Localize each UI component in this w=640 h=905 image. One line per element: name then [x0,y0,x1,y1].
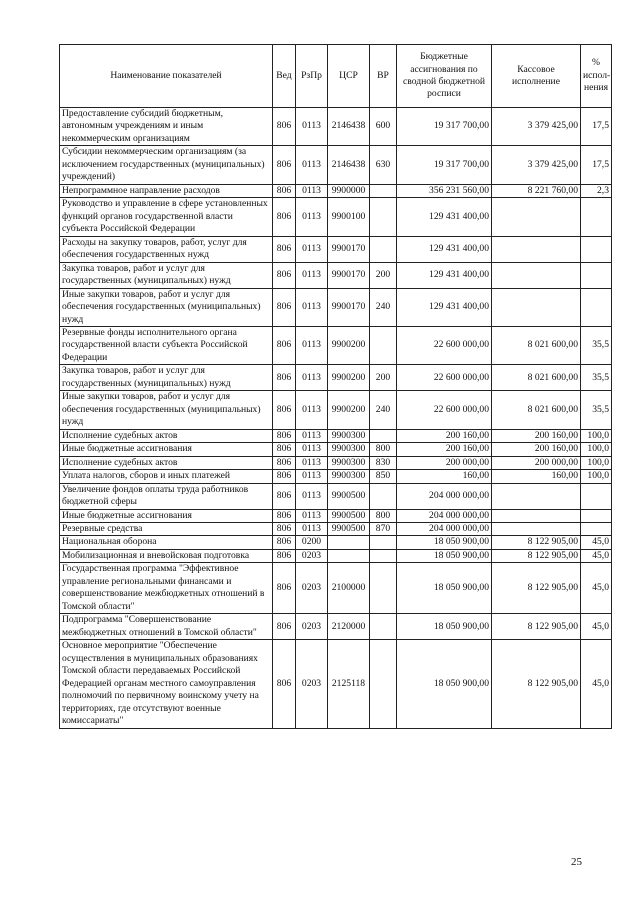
cell-rzpr: 0113 [296,470,328,483]
cell-cash: 200 160,00 [492,443,581,456]
cell-csr: 2146438 [328,146,370,184]
cell-name: Уплата налогов, сборов и иных платежей [60,470,273,483]
cell-name: Резервные средства [60,523,273,536]
cell-ved: 806 [273,563,296,614]
cell-cash: 200 000,00 [492,456,581,469]
cell-ved: 806 [273,429,296,442]
cell-rzpr: 0113 [296,483,328,509]
cell-budget: 204 000 000,00 [397,523,492,536]
cell-pct [581,483,612,509]
cell-vr: 600 [370,108,397,146]
cell-csr: 2146438 [328,108,370,146]
cell-cash [492,509,581,522]
cell-vr: 800 [370,443,397,456]
cell-budget: 129 431 400,00 [397,198,492,236]
cell-ved: 806 [273,108,296,146]
cell-rzpr: 0113 [296,288,328,326]
cell-rzpr: 0113 [296,326,328,364]
cell-name: Увеличение фондов оплаты труда работников бюджетной сферы [60,483,273,509]
header-ved: Вед [273,45,296,108]
cell-cash: 160,00 [492,470,581,483]
cell-vr: 830 [370,456,397,469]
cell-vr [370,198,397,236]
header-budget: Бюджетные ассигнования по сводной бюджетной росписи [397,45,492,108]
cell-name: Резервные фонды исполнительного органа государственной власти субъекта Российской Федерации [60,326,273,364]
cell-csr: 9900200 [328,391,370,429]
cell-ved: 806 [273,523,296,536]
cell-vr [370,549,397,562]
cell-csr: 9900170 [328,236,370,262]
cell-rzpr: 0113 [296,391,328,429]
cell-name: Руководство и управление в сфере установленных функций органов государственной власти субъекта Российской Федерации [60,198,273,236]
cell-pct [581,509,612,522]
cell-budget: 204 000 000,00 [397,483,492,509]
cell-ved: 806 [273,536,296,549]
header-rzpr: РзПр [296,45,328,108]
cell-ved: 806 [273,443,296,456]
cell-vr: 240 [370,391,397,429]
table-row [60,198,612,236]
cell-csr: 9900500 [328,483,370,509]
cell-vr: 240 [370,288,397,326]
cell-name: Предоставление субсидий бюджетным, автономным учреждениям и иным некоммерческим организациям [60,108,273,146]
table-row [60,262,612,288]
cell-pct: 35,5 [581,326,612,364]
cell-cash: 8 122 905,00 [492,536,581,549]
table-row [60,429,612,442]
cell-budget: 204 000 000,00 [397,509,492,522]
cell-csr: 9900000 [328,184,370,197]
cell-pct: 35,5 [581,365,612,391]
cell-name: Субсидии некоммерческим организациям (за исключением государственных (муниципальных) учреждений) [60,146,273,184]
header-pct: % испол-нения [581,45,612,108]
cell-pct: 100,0 [581,429,612,442]
table-row [60,549,612,562]
cell-vr: 870 [370,523,397,536]
table-row [60,443,612,456]
cell-vr: 200 [370,262,397,288]
cell-budget: 18 050 900,00 [397,640,492,728]
cell-ved: 806 [273,640,296,728]
cell-cash [492,483,581,509]
cell-vr [370,236,397,262]
cell-rzpr: 0113 [296,456,328,469]
cell-csr: 9900200 [328,326,370,364]
cell-pct [581,523,612,536]
cell-rzpr: 0113 [296,523,328,536]
cell-name: Мобилизационная и вневойсковая подготовка [60,549,273,562]
cell-name: Иные закупки товаров, работ и услуг для обеспечения государственных (муниципальных) нужд [60,391,273,429]
cell-ved: 806 [273,236,296,262]
cell-csr: 9900300 [328,456,370,469]
cell-cash: 3 379 425,00 [492,108,581,146]
cell-csr: 9900200 [328,365,370,391]
cell-ved: 806 [273,198,296,236]
cell-name: Непрограммное направление расходов [60,184,273,197]
cell-vr [370,326,397,364]
cell-budget: 129 431 400,00 [397,236,492,262]
cell-rzpr: 0203 [296,640,328,728]
header-cash: Кассовое исполнение [492,45,581,108]
table-row [60,563,612,614]
cell-name: Основное мероприятие "Обеспечение осуществления в муниципальных образованиях Томской области передаваемых Российской Федерацией органам местного самоуправления полномочий по первичному воинскому учету на территориях, где отсутствуют военные комиссариаты" [60,640,273,728]
cell-vr [370,640,397,728]
cell-cash: 8 221 760,00 [492,184,581,197]
cell-rzpr: 0113 [296,146,328,184]
cell-budget: 200 000,00 [397,456,492,469]
cell-budget: 356 231 560,00 [397,184,492,197]
cell-vr: 850 [370,470,397,483]
cell-cash: 8 122 905,00 [492,640,581,728]
cell-cash: 8 021 600,00 [492,326,581,364]
table-row [60,326,612,364]
cell-cash [492,198,581,236]
cell-cash [492,262,581,288]
cell-vr [370,563,397,614]
cell-budget: 22 600 000,00 [397,326,492,364]
header-vr: ВР [370,45,397,108]
table-row [60,108,612,146]
cell-rzpr: 0203 [296,614,328,640]
cell-vr [370,536,397,549]
table-row [60,236,612,262]
cell-csr [328,536,370,549]
cell-budget: 160,00 [397,470,492,483]
cell-ved: 806 [273,365,296,391]
cell-csr: 9900300 [328,429,370,442]
cell-name: Иные закупки товаров, работ и услуг для обеспечения государственных (муниципальных) нужд [60,288,273,326]
page-number: 25 [571,856,582,868]
cell-name: Расходы на закупку товаров, работ, услуг для обеспечения государственных нужд [60,236,273,262]
cell-budget: 18 050 900,00 [397,563,492,614]
cell-cash [492,523,581,536]
cell-ved: 806 [273,470,296,483]
cell-pct: 45,0 [581,614,612,640]
header-name: Наименование показателей [60,45,273,108]
cell-pct: 35,5 [581,391,612,429]
cell-rzpr: 0113 [296,365,328,391]
cell-cash: 8 122 905,00 [492,563,581,614]
cell-cash: 8 021 600,00 [492,365,581,391]
cell-pct: 45,0 [581,549,612,562]
table-row [60,509,612,522]
cell-vr [370,614,397,640]
cell-csr: 9900500 [328,509,370,522]
cell-rzpr: 0200 [296,536,328,549]
cell-name: Закупка товаров, работ и услуг для государственных (муниципальных) нужд [60,262,273,288]
cell-rzpr: 0113 [296,443,328,456]
table-row [60,365,612,391]
cell-csr: 2120000 [328,614,370,640]
cell-cash: 8 122 905,00 [492,549,581,562]
cell-pct: 100,0 [581,456,612,469]
table-row [60,536,612,549]
cell-pct: 100,0 [581,443,612,456]
cell-pct [581,288,612,326]
table-row [60,391,612,429]
table-row [60,184,612,197]
cell-budget: 18 050 900,00 [397,549,492,562]
budget-table [59,44,612,729]
cell-pct: 45,0 [581,536,612,549]
cell-budget: 19 317 700,00 [397,108,492,146]
table-row [60,614,612,640]
cell-cash [492,236,581,262]
cell-budget: 200 160,00 [397,443,492,456]
cell-ved: 806 [273,326,296,364]
cell-pct: 45,0 [581,563,612,614]
cell-cash: 200 160,00 [492,429,581,442]
cell-csr: 9900170 [328,288,370,326]
cell-cash [492,288,581,326]
cell-name: Закупка товаров, работ и услуг для государственных (муниципальных) нужд [60,365,273,391]
cell-pct: 17,5 [581,146,612,184]
cell-csr: 2100000 [328,563,370,614]
cell-ved: 806 [273,509,296,522]
cell-pct: 45,0 [581,640,612,728]
cell-cash: 8 122 905,00 [492,614,581,640]
cell-pct [581,236,612,262]
cell-budget: 18 050 900,00 [397,614,492,640]
table-row [60,456,612,469]
cell-csr: 9900300 [328,443,370,456]
cell-pct: 17,5 [581,108,612,146]
cell-budget: 18 050 900,00 [397,536,492,549]
cell-csr: 9900170 [328,262,370,288]
cell-budget: 19 317 700,00 [397,146,492,184]
cell-ved: 806 [273,288,296,326]
cell-csr: 9900500 [328,523,370,536]
cell-vr: 800 [370,509,397,522]
cell-name: Исполнение судебных актов [60,429,273,442]
cell-name: Иные бюджетные ассигнования [60,509,273,522]
cell-name: Подпрограмма "Совершенствование межбюджетных отношений в Томской области" [60,614,273,640]
cell-pct [581,198,612,236]
cell-ved: 806 [273,391,296,429]
cell-ved: 806 [273,483,296,509]
cell-vr: 630 [370,146,397,184]
cell-rzpr: 0203 [296,563,328,614]
cell-vr: 200 [370,365,397,391]
cell-csr: 9900300 [328,470,370,483]
cell-rzpr: 0113 [296,236,328,262]
cell-pct: 2,3 [581,184,612,197]
cell-ved: 806 [273,614,296,640]
cell-budget: 200 160,00 [397,429,492,442]
cell-rzpr: 0113 [296,108,328,146]
cell-vr [370,184,397,197]
cell-ved: 806 [273,549,296,562]
cell-ved: 806 [273,262,296,288]
cell-pct [581,262,612,288]
header-csr: ЦСР [328,45,370,108]
cell-budget: 22 600 000,00 [397,365,492,391]
cell-rzpr: 0113 [296,509,328,522]
cell-budget: 129 431 400,00 [397,288,492,326]
cell-rzpr: 0113 [296,262,328,288]
cell-vr [370,483,397,509]
table-row [60,640,612,728]
table-row [60,470,612,483]
cell-cash: 3 379 425,00 [492,146,581,184]
cell-name: Национальная оборона [60,536,273,549]
table-body [60,108,612,729]
cell-ved: 806 [273,184,296,197]
table-row [60,483,612,509]
cell-rzpr: 0113 [296,184,328,197]
cell-rzpr: 0113 [296,198,328,236]
table-row [60,288,612,326]
cell-rzpr: 0203 [296,549,328,562]
cell-cash: 8 021 600,00 [492,391,581,429]
cell-budget: 129 431 400,00 [397,262,492,288]
cell-name: Иные бюджетные ассигнования [60,443,273,456]
table-row [60,146,612,184]
cell-vr [370,429,397,442]
cell-rzpr: 0113 [296,429,328,442]
cell-ved: 806 [273,146,296,184]
cell-name: Исполнение судебных актов [60,456,273,469]
cell-ved: 806 [273,456,296,469]
cell-budget: 22 600 000,00 [397,391,492,429]
cell-csr [328,549,370,562]
cell-csr: 9900100 [328,198,370,236]
table-row [60,523,612,536]
table-header-row [60,45,612,108]
cell-csr: 2125118 [328,640,370,728]
cell-name: Государственная программа "Эффективное управление региональными финансами и совершенствование межбюджетных отношений в Томской области" [60,563,273,614]
cell-pct: 100,0 [581,470,612,483]
